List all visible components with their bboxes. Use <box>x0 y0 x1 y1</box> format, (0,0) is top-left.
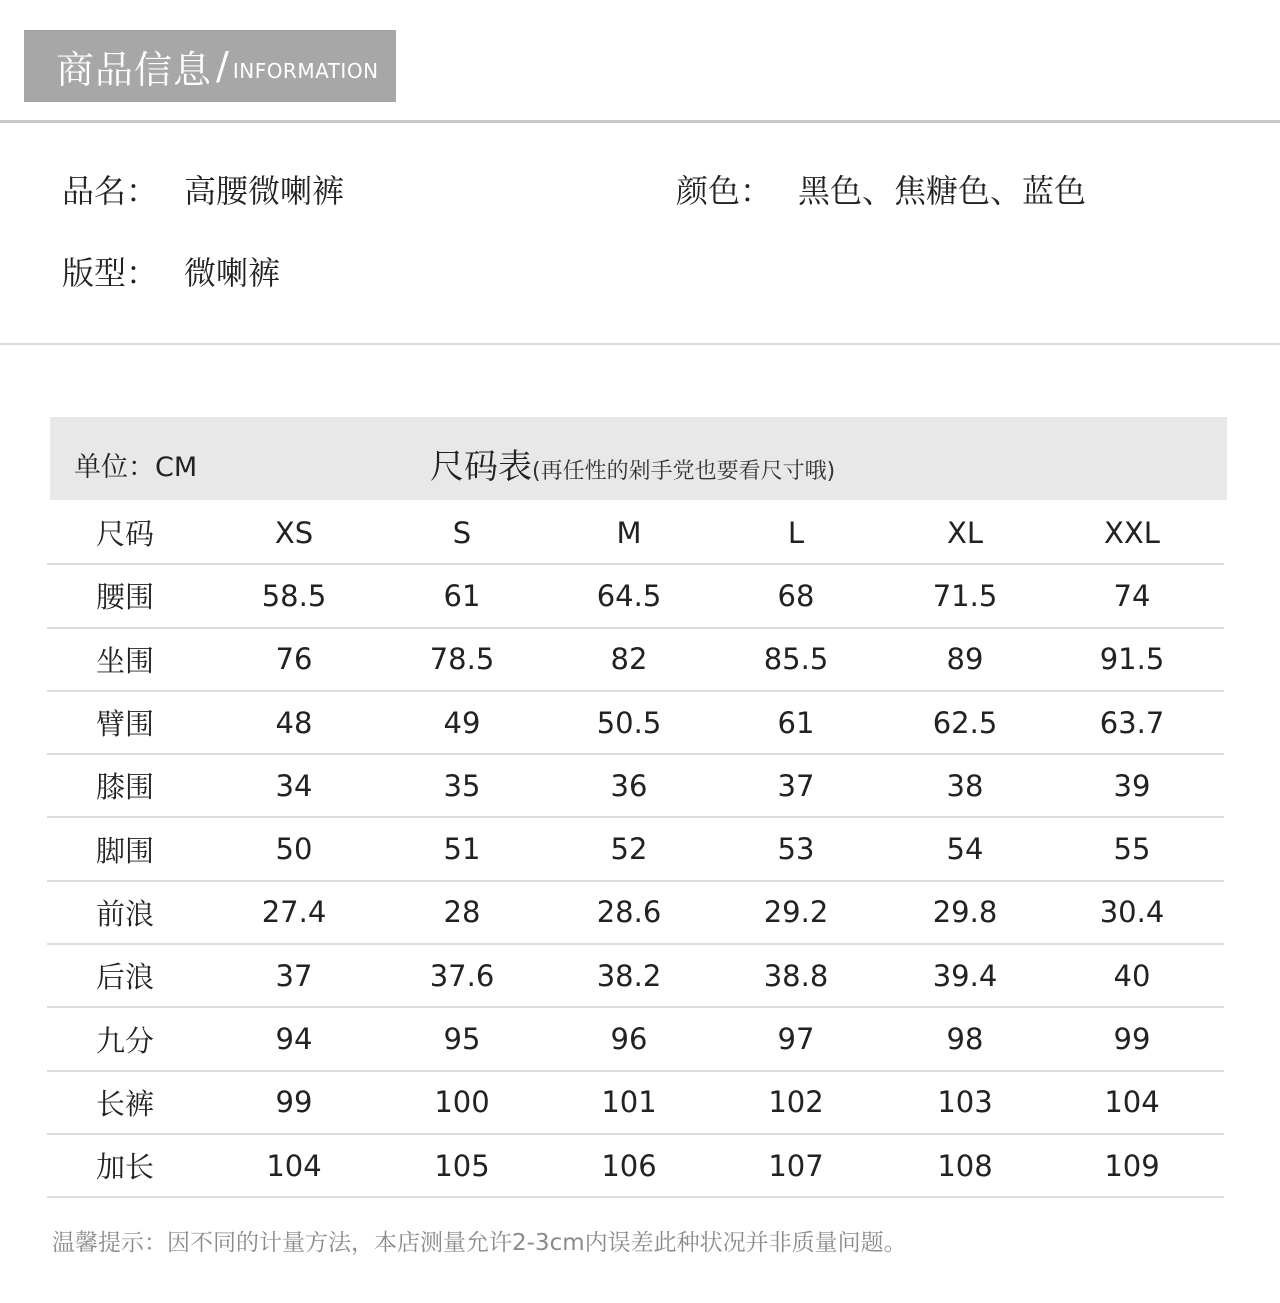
table-cell: 107 <box>768 1148 824 1183</box>
product-name-row <box>62 166 344 212</box>
measurement-note: 温馨提示：因不同的计量方法，本店测量允许2-3cm内误差此种状况并非质量问题。 <box>52 1230 907 1256</box>
table-row-label: 长裤 <box>95 1086 154 1121</box>
table-row-label: 加长 <box>95 1150 154 1185</box>
table-cell: 27.4 <box>261 895 327 930</box>
table-cell: 99 <box>275 1085 313 1120</box>
section-title-cn: 商品信息 <box>56 47 213 92</box>
table-cell: 98 <box>946 1022 984 1057</box>
table-cell: 37.6 <box>429 958 495 993</box>
table-cell: 101 <box>601 1085 657 1120</box>
table-row-label: 后浪 <box>95 960 154 995</box>
table-cell: 54 <box>946 832 984 867</box>
size-table-header <box>50 417 1227 500</box>
product-fit-value: 微喇裤 <box>184 254 281 292</box>
table-cell: 76 <box>275 642 313 677</box>
product-name-value: 高腰微喇裤 <box>184 172 345 210</box>
table-cell: 105 <box>434 1148 490 1183</box>
table-cell: 29.2 <box>763 895 829 930</box>
table-cell: 106 <box>601 1148 657 1183</box>
table-column-header: M <box>616 515 642 550</box>
table-cell: 82 <box>610 642 648 677</box>
product-color-row <box>676 166 1086 212</box>
table-cell: 95 <box>443 1022 481 1057</box>
table-cell: 61 <box>443 578 481 613</box>
table-cell: 37 <box>777 768 815 803</box>
table-cell: 91.5 <box>1099 642 1165 677</box>
table-column-header: XXL <box>1104 515 1160 550</box>
table-cell: 58.5 <box>261 578 327 613</box>
table-cell: 52 <box>610 832 648 867</box>
table-cell: 104 <box>1104 1085 1160 1120</box>
table-cell: 74 <box>1113 578 1151 613</box>
table-cell: 61 <box>777 705 815 740</box>
table-cell: 71.5 <box>932 578 998 613</box>
table-cell: 62.5 <box>932 705 998 740</box>
table-cell: 99 <box>1113 1022 1151 1057</box>
table-row <box>47 882 1224 945</box>
table-cell: 40 <box>1113 958 1151 993</box>
table-cell: 64.5 <box>596 578 662 613</box>
table-row <box>47 629 1224 692</box>
table-row <box>47 818 1224 881</box>
table-cell: 39.4 <box>932 958 998 993</box>
product-fit-row <box>62 248 280 294</box>
section-title-en: INFORMATION <box>232 59 379 83</box>
table-cell: 38 <box>946 768 984 803</box>
table-cell: 34 <box>275 768 313 803</box>
table-row-label: 臂围 <box>95 707 154 742</box>
table-cell: 102 <box>768 1085 824 1120</box>
table-cell: 78.5 <box>429 642 495 677</box>
table-cell: 48 <box>275 705 313 740</box>
table-row <box>47 1135 1224 1198</box>
table-cell: 39 <box>1113 768 1151 803</box>
table-row <box>47 1008 1224 1071</box>
table-row-label: 坐围 <box>95 643 154 678</box>
table-cell: 85.5 <box>763 642 829 677</box>
size-table-title-main: 尺码表 <box>430 447 532 487</box>
product-color-label: 颜色： <box>676 172 773 210</box>
table-column-header: S <box>452 515 472 550</box>
table-cell: 51 <box>443 832 481 867</box>
size-table-subtitle: (再任性的剁手党也要看尺寸哦) <box>532 459 836 484</box>
table-cell: 37 <box>275 958 313 993</box>
table-cell: 30.4 <box>1099 895 1165 930</box>
table-cell: 108 <box>937 1148 993 1183</box>
table-cell: 38.8 <box>763 958 829 993</box>
table-cell: 94 <box>275 1022 313 1057</box>
unit-label: 单位：CM <box>74 452 198 483</box>
table-row <box>47 945 1224 1008</box>
table-column-header: XL <box>946 515 984 550</box>
table-cell: 28.6 <box>596 895 662 930</box>
table-cell: 49 <box>443 705 481 740</box>
table-cell: 104 <box>266 1148 322 1183</box>
product-name-label: 品名： <box>62 172 159 210</box>
table-row <box>47 755 1224 818</box>
table-row-label: 腰围 <box>95 580 154 615</box>
table-row <box>47 565 1224 628</box>
table-row <box>47 1072 1224 1135</box>
table-row-label: 九分 <box>95 1023 154 1058</box>
table-cell: 28 <box>443 895 481 930</box>
size-table <box>47 502 1224 1198</box>
size-table-title <box>430 439 835 488</box>
section-header-tag <box>24 30 396 102</box>
table-cell: 89 <box>946 642 984 677</box>
middle-divider <box>0 343 1280 345</box>
table-cell: 29.8 <box>932 895 998 930</box>
table-cell: 50 <box>275 832 313 867</box>
table-cell: 103 <box>937 1085 993 1120</box>
table-cell: 109 <box>1104 1148 1160 1183</box>
table-header-row <box>47 502 1224 565</box>
table-cell: 36 <box>610 768 648 803</box>
table-cell: 35 <box>443 768 481 803</box>
table-cell: 55 <box>1113 832 1151 867</box>
table-row-label: 脚围 <box>95 833 154 868</box>
product-color-value: 黑色、焦糖色、蓝色 <box>798 172 1087 210</box>
product-fit-label: 版型： <box>62 254 159 292</box>
top-divider <box>0 120 1280 123</box>
table-cell: 50.5 <box>596 705 662 740</box>
table-cell: 100 <box>434 1085 490 1120</box>
table-row-label: 前浪 <box>95 896 154 931</box>
table-column-header: XS <box>274 515 314 550</box>
table-column-header: 尺码 <box>95 517 154 552</box>
table-row-label: 膝围 <box>95 770 154 805</box>
table-row <box>47 692 1224 755</box>
table-column-header: L <box>787 515 805 550</box>
table-cell: 38.2 <box>596 958 662 993</box>
table-cell: 96 <box>610 1022 648 1057</box>
table-cell: 97 <box>777 1022 815 1057</box>
section-title-slash: / <box>216 44 229 88</box>
table-cell: 63.7 <box>1099 705 1165 740</box>
table-cell: 68 <box>777 578 815 613</box>
table-cell: 53 <box>777 832 815 867</box>
